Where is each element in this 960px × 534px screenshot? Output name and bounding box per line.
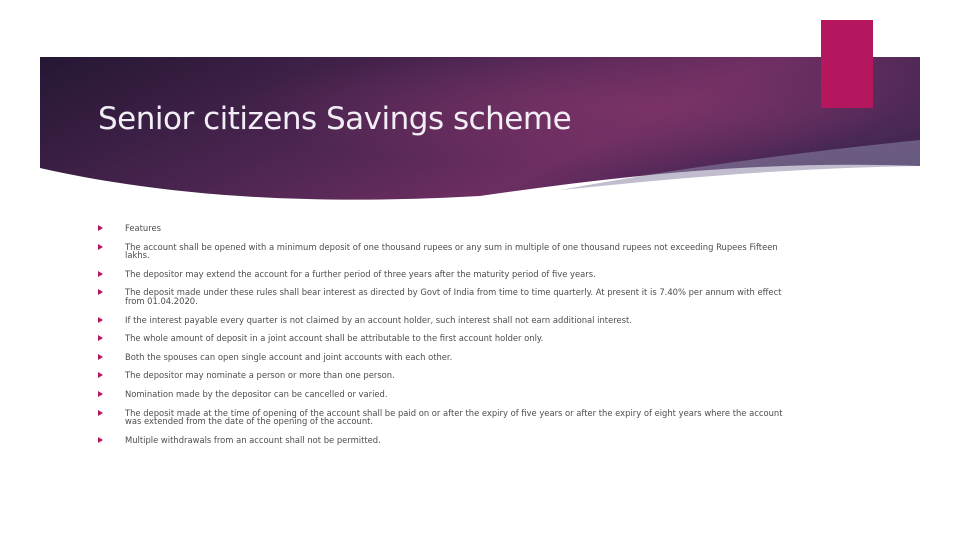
- bullet-item: [98, 224, 788, 233]
- bullet-arrow-icon: [98, 410, 103, 416]
- bullet-arrow-icon: [98, 335, 103, 341]
- bullet-text: Multiple withdrawals from an account shall not be permitted.: [125, 434, 381, 445]
- bullet-item: [98, 243, 788, 260]
- bullet-text: Both the spouses can open single account and joint accounts with each other.: [125, 351, 453, 362]
- accent-rectangle: [821, 20, 873, 108]
- bullet-arrow-icon: [98, 437, 103, 443]
- bullet-text: The depositor may extend the account for a further period of three years after the maturity period of five years.: [125, 268, 596, 279]
- bullet-item: [98, 409, 788, 426]
- bullet-item: [98, 316, 788, 325]
- bullet-item: [98, 270, 788, 279]
- bullet-arrow-icon: [98, 289, 103, 295]
- bullet-text: The deposit made at the time of opening of the account shall be paid on or after the expiry of five years or after the expiry of eight years where the account was extended from the date of the opening of the account.: [125, 407, 783, 427]
- bullet-text: Nomination made by the depositor can be cancelled or varied.: [125, 388, 388, 399]
- bullet-item: [98, 390, 788, 399]
- bullet-item: [98, 371, 788, 380]
- bullet-item: [98, 353, 788, 362]
- bullet-item: [98, 436, 788, 445]
- bullet-text: The account shall be opened with a minimum deposit of one thousand rupees or any sum in multiple of one thousand rupees not exceeding Rupees Fifteen lakhs.: [125, 241, 778, 261]
- bullet-arrow-icon: [98, 372, 103, 378]
- bullet-arrow-icon: [98, 391, 103, 397]
- bullet-arrow-icon: [98, 354, 103, 360]
- bullet-arrow-icon: [98, 225, 103, 231]
- bullet-item: [98, 288, 788, 305]
- bullet-list: [98, 224, 788, 454]
- bullet-text: The deposit made under these rules shall bear interest as directed by Govt of India from time to time quarterly. At present it is 7.40% per annum with effect from 01.04.2020.: [125, 287, 782, 306]
- bullet-arrow-icon: [98, 317, 103, 323]
- bullet-arrow-icon: [98, 244, 103, 250]
- bullet-text: Features: [125, 223, 162, 233]
- slide-title: Senior citizens Savings scheme: [98, 101, 572, 137]
- bullet-text: The depositor may nominate a person or more than one person.: [125, 370, 395, 381]
- bullet-text: If the interest payable every quarter is not claimed by an account holder, such interest shall not earn additional interest.: [125, 314, 632, 325]
- bullet-item: [98, 334, 788, 343]
- bullet-arrow-icon: [98, 271, 103, 277]
- bullet-text: The whole amount of deposit in a joint account shall be attributable to the first account holder only.: [125, 333, 544, 344]
